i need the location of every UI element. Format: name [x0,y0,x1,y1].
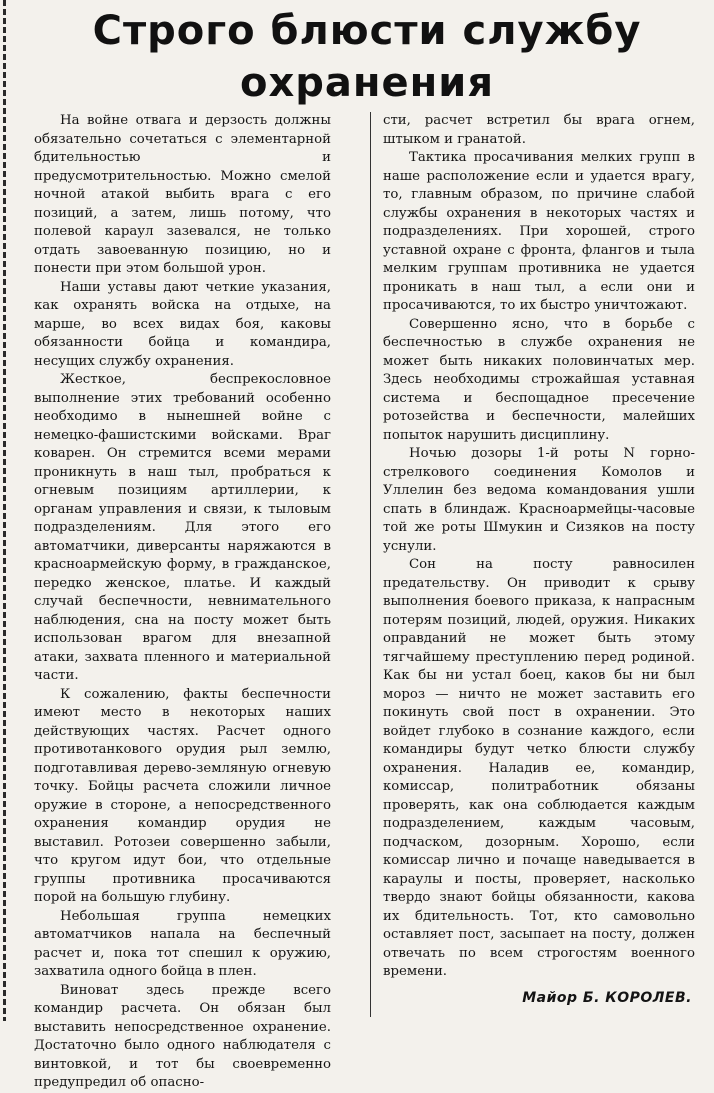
article-column-right [383,112,695,992]
paragraph: Сон на посту равносилен предательству. Он приводит к срыву выполнения боевого приказа, к напрасным потерям позиций, людей, оружия. Никаких оправданий не может быть этому тягчайшему преступлению перед родиной. Как бы ни устал боец, каков бы ни был мороз — ничто не может заставить его покинуть свой пост в охранении. Это войдет глубоко в сознание каждого, если командиры будут четко блюсти службу охранения. Наладив ее, командир, комиссар, политработник обязаны проверять, как она соблюдается каждым подразделением, каждым часовым, подчаском, дозорным. Хорошо, если комиссар лично и почаще наведывается в караулы и посты, проверяет, насколько твердо знают бойцы обязанности, какова их бдительность. Тот, кто самовольно оставляет пост, засыпает на посту, должен отвечать по всем строгостям военного времени. [383,557,695,979]
paragraph: Совершенно ясно, что в борьбе с беспечностью в службе охранения не может быть никаких половинчатых мер. Здесь необходимы строжайшая уставная система и беспощадное пресечение ротозейства и беспечности, малейших попыток нарушить дисциплину. [383,316,695,443]
paragraph: Тактика просачивания мелких групп в наше расположение если и удается врагу, то, главным образом, по причине слабой службы охранения в некоторых частях и подразделениях. При хорошей, строго уставной охране с фронта, флангов и тыла мелким группам противника не удается проникать в наш тыл, а если они и просачиваются, то их быстро уничтожают. [383,150,695,313]
paragraph-continuation: сти, расчет встретил бы врага огнем, штыком и гранатой. [383,113,695,147]
left-border-rule [3,0,6,1021]
headline-line-2: охранения [239,60,495,106]
headline-line-1: Строго блюсти службу [92,8,642,54]
paragraph: Ночью дозоры 1-й роты N горно-стрелкового соединения Комолов и Уллелин без ведома командования ушли спать в блиндаж. Красноармейцы-часовые той же роты Шмукин и Сизяков на посту уснули. [383,446,695,554]
paragraph: Наши уставы дают четкие указания, как охранять войска на отдыхе, на марше, во всех видах боя, каковы обязанности бойца и командира, несущих службу охранения. [34,279,331,369]
paragraph: Жесткое, беспрекословное выполнение этих требований особенно необходимо в нынешней войне с немецко-фашистскими войсками. Враг коварен. Он стремится всеми мерами проникнуть в наш тыл, пробраться к огневым позициям артиллерии, к органам управления и связи, к тыловым подразделениям. Для этого его автоматчики, диверсанты наряжаются в красноармейскую форму, в гражданское, передко женское, платье. И каждый случай беспечности, невнимательного наблюдения, сна на посту может быть использован врагом для внезапной атаки, захвата пленного и материальной части. [34,372,331,683]
author-signature: Майор Б. КОРОЛЕВ. [522,990,692,1006]
paragraph: Небольшая группа немецких автоматчиков напала на беспечный расчет и, пока тот спешил к оружию, захватила одного бойца в плен. [34,908,331,979]
article-column-left [34,112,331,1090]
paragraph: На войне отвага и дерзость должны обязательно сочетаться с элементарной бдительностью и предусмотрительностью. Можно смелой ночной атакой выбить врага с его позиций, а затем, лишь потому, что полевой караул зазевался, не только отдать завоеванную позицию, но и понести при этом большой урон. [34,113,331,276]
paragraph: К сожалению, факты беспечности имеют место в некоторых наших действующих частях. Расчет одного противотанкового орудия рыл землю, подготавливая дерево-земляную огневую точку. Бойцы расчета сложили личное оружие в стороне, а непосредственного охранения командир орудия не выставил. Ротозеи совершенно забыли, что кругом идут бои, что отдельные группы противника просачиваются порой на большую глубину. [34,686,331,905]
paragraph: Виноват здесь прежде всего командир расчета. Он обязан был выставить непосредственное охранение. Достаточно было одного наблюдателя с винтовкой, и тот бы своевременно предупредил об опасно- [34,982,331,1090]
column-divider [370,112,371,1017]
article-headline [40,6,694,108]
